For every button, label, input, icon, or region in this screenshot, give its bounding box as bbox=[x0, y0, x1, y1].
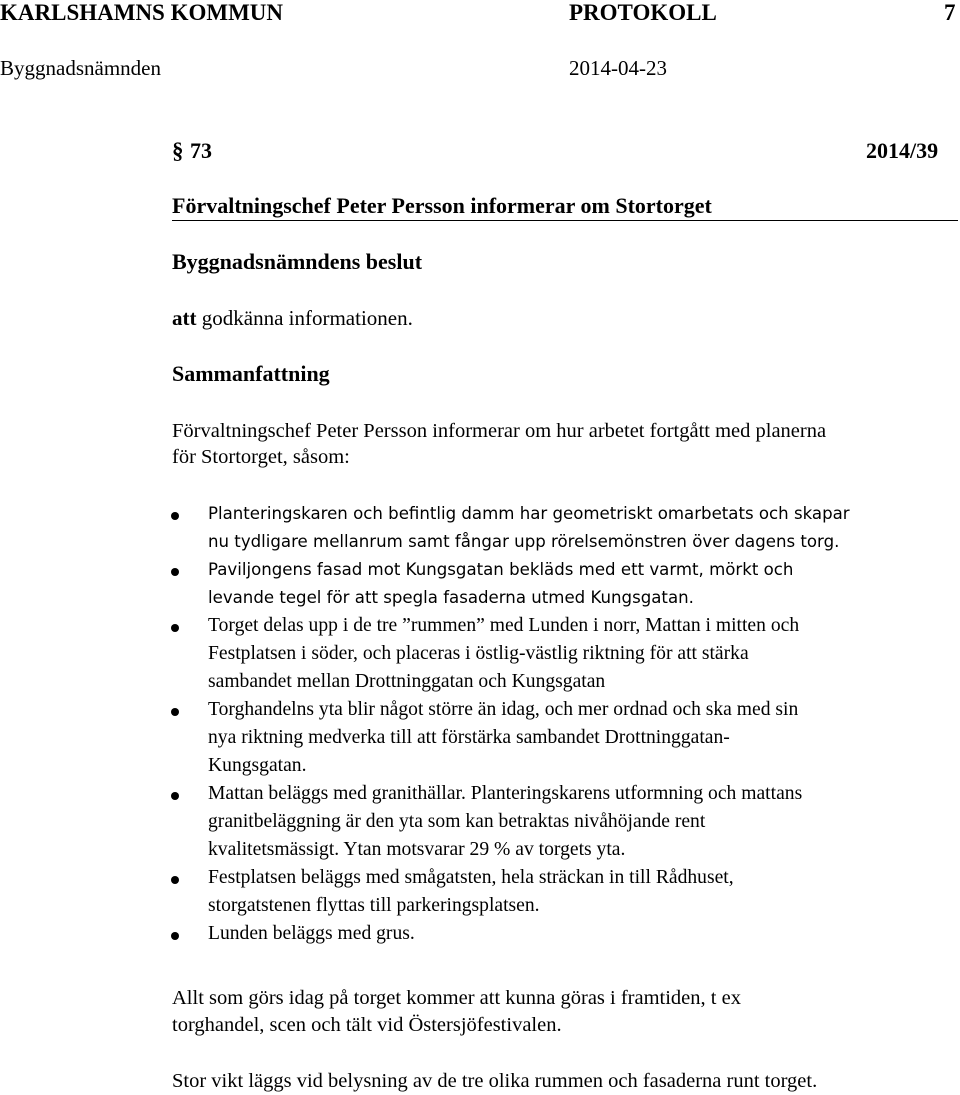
bullet-line: nya riktning medverka till att förstärka sambandet Drottninggatan- bbox=[208, 727, 730, 748]
decision-body: godkänna informationen. bbox=[201, 306, 413, 330]
bullet-line: nu tydligare mellanrum samt fångar upp rörelsemönstren över dagens torg. bbox=[208, 532, 840, 551]
bullet-item bbox=[208, 780, 960, 864]
bullet-dot bbox=[171, 876, 179, 884]
bullet-dot bbox=[171, 932, 179, 940]
bullet-dot bbox=[171, 624, 179, 632]
case-number: 2014/39 bbox=[866, 138, 939, 163]
bullet-item bbox=[208, 920, 960, 948]
bullet-item bbox=[208, 556, 960, 612]
bullet-item bbox=[208, 500, 960, 556]
paragraph-symbol: § bbox=[172, 138, 184, 163]
bullet-dot bbox=[171, 792, 179, 800]
paragraph-title: Förvaltningschef Peter Persson informerar om Stortorget bbox=[172, 193, 712, 218]
bullet-line: Festplatsen beläggs med smågatsten, hela sträckan in till Rådhuset, bbox=[208, 867, 734, 888]
bullet-line: Paviljongens fasad mot Kungsgatan bekläds med ett varmt, mörkt och bbox=[208, 560, 794, 579]
decision-att: att bbox=[172, 306, 197, 330]
header-date: 2014-04-23 bbox=[569, 56, 667, 80]
summary-heading: Sammanfattning bbox=[172, 361, 330, 386]
bullet-item bbox=[208, 864, 960, 920]
paragraph-number: 73 bbox=[190, 138, 212, 163]
header-org: KARLSHAMNS KOMMUN bbox=[0, 0, 284, 25]
header-page-number: 7 bbox=[944, 0, 956, 25]
bullet-line: Torget delas upp i de tre ”rummen” med Lunden i norr, Mattan i mitten och bbox=[208, 615, 800, 636]
bullet-line: granitbeläggning är den yta som kan betraktas nivåhöjande rent bbox=[208, 811, 706, 832]
bullet-item bbox=[208, 696, 960, 780]
bullet-line: sambandet mellan Drottninggatan och Kungsgatan bbox=[208, 671, 606, 692]
bullet-item bbox=[208, 612, 960, 696]
bullet-line: kvalitetsmässigt. Ytan motsvarar 29 % av torgets yta. bbox=[208, 839, 626, 860]
bullet-line: Mattan beläggs med granithällar. Planteringskarens utformning och mattans bbox=[208, 783, 803, 804]
bullet-line: Torghandelns yta blir något större än idag, och mer ordnad och ska med sin bbox=[208, 699, 799, 720]
bullet-dot bbox=[171, 568, 179, 576]
header-doc-type: PROTOKOLL bbox=[569, 0, 717, 25]
closing-paragraph-1-line-1: Allt som görs idag på torget kommer att kunna göras i framtiden, t ex bbox=[172, 987, 741, 1009]
closing-paragraph-2: Stor vikt läggs vid belysning av de tre olika rummen och fasaderna runt torget. bbox=[172, 1070, 818, 1092]
bullet-dot bbox=[171, 708, 179, 716]
bullet-line: Festplatsen i söder, och placeras i östlig-västlig riktning för att stärka bbox=[208, 643, 749, 664]
header-board: Byggnadsnämnden bbox=[0, 56, 161, 80]
closing-paragraph-1-line-2: torghandel, scen och tält vid Östersjöfestivalen. bbox=[172, 1014, 562, 1036]
bullet-line: storgatstenen flyttas till parkeringsplatsen. bbox=[208, 895, 540, 916]
decision-text bbox=[172, 305, 413, 331]
summary-intro-line-1: Förvaltningschef Peter Persson informerar om hur arbetet fortgått med planerna bbox=[172, 420, 827, 442]
bullet-line: Lunden beläggs med grus. bbox=[208, 923, 415, 944]
bullet-line: Planteringskaren och befintlig damm har geometriskt omarbetats och skapar bbox=[208, 504, 850, 523]
summary-bullet-list bbox=[208, 500, 960, 948]
bullet-line: Kungsgatan. bbox=[208, 755, 307, 776]
bullet-line: levande tegel för att spegla fasaderna utmed Kungsgatan. bbox=[208, 588, 694, 607]
decision-heading: Byggnadsnämndens beslut bbox=[172, 249, 423, 274]
summary-intro-line-2: för Stortorget, såsom: bbox=[172, 446, 350, 468]
bullet-dot bbox=[171, 512, 179, 520]
